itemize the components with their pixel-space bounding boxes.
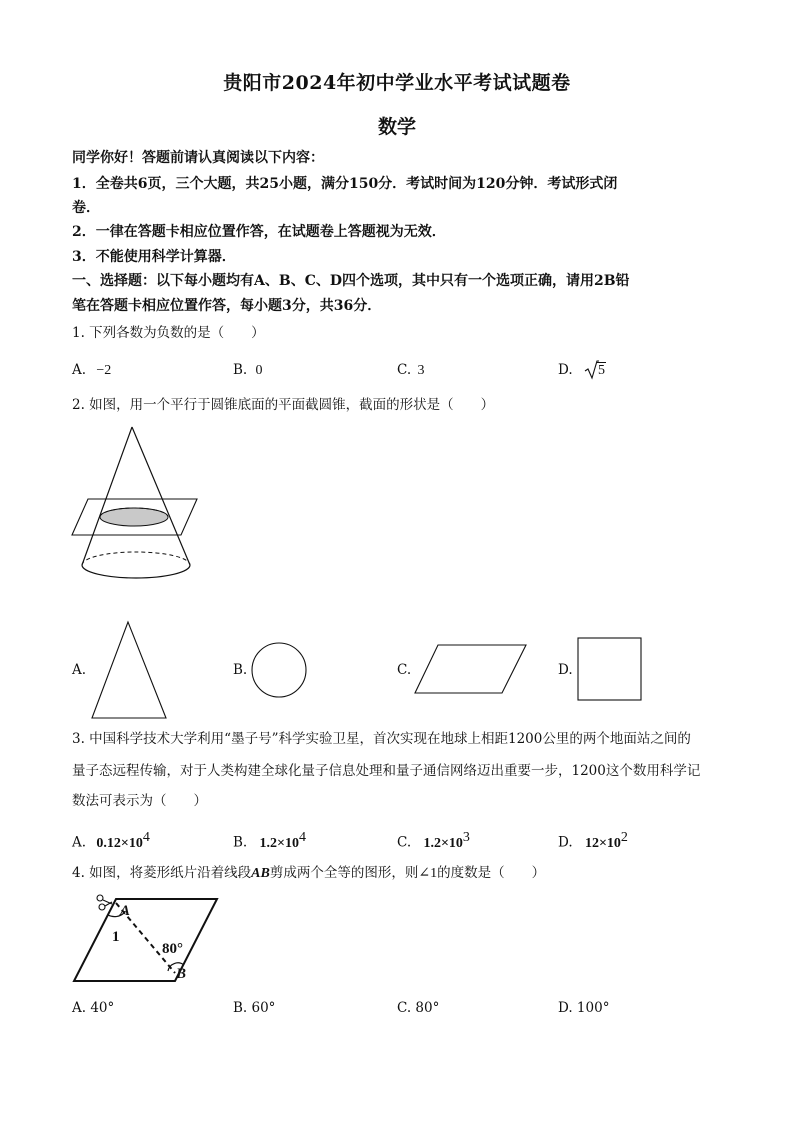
q4-label-b: B	[176, 966, 187, 982]
exam-title: 贵阳市2024年初中学业水平考试试题卷	[223, 72, 571, 94]
q3-stem-line-1: 3. 中国科学技术大学利用“墨子号”科学实验卫星，首次实现在地球上相距1200公里的两个地面站之间的	[72, 731, 691, 747]
q4-stem	[72, 858, 732, 889]
q2-option-d-square	[577, 637, 643, 701]
scissors-icon	[97, 895, 112, 910]
q1-option-a-label: A.	[72, 362, 87, 378]
q3-option-d-exponent: 2	[620, 830, 628, 845]
q2-option-d-label: D.	[558, 662, 573, 678]
q4-option-a: A. 40°	[72, 1000, 115, 1016]
q4-label-angle-80: 80°	[162, 941, 183, 957]
q3-option-b-mantissa: 1.2×10	[259, 835, 299, 851]
q3-option-c-label: C.	[397, 834, 412, 851]
q3-option-a-exponent: 4	[142, 830, 150, 845]
q3-option-d-mantissa: 12×10	[584, 835, 621, 851]
q1-option-d-label: D.	[558, 362, 573, 378]
q1-option-b-label: B.	[233, 362, 248, 378]
q4-option-c: C. 80°	[397, 1000, 440, 1016]
q2-option-c-parallelogram	[414, 644, 529, 696]
q2-stem: 2. 如图，用一个平行于圆锥底面的平面截圆锥，截面的形状是（ ）	[72, 397, 495, 413]
q1-option-d	[558, 362, 606, 379]
q1-option-c-value: 3	[417, 363, 425, 378]
q1-option-c-label: C.	[397, 362, 412, 378]
q1-option-d-value	[585, 363, 606, 378]
sqrt-sign-icon	[585, 361, 599, 379]
q1-option-b-value: 0	[255, 363, 263, 378]
q1-option-a	[72, 362, 111, 379]
q4-label-a: A	[120, 903, 131, 919]
q3-option-c	[397, 830, 470, 852]
notice-item-1-cont: 卷．	[72, 200, 100, 216]
q4-stem-segment: AB	[251, 866, 270, 881]
q4-option-b: B. 60°	[233, 1000, 276, 1016]
section-heading-cont: 笔在答题卡相应位置作答，每小题3分，共36分．	[72, 298, 382, 314]
q3-option-a	[72, 830, 150, 852]
notice-item-3: 3．不能使用科学计算器．	[72, 249, 236, 265]
q3-option-d	[558, 830, 628, 852]
q2-option-c-label: C.	[397, 662, 412, 678]
q3-option-a-label: A.	[72, 834, 87, 851]
notice-item-2: 2．一律在答题卡相应位置作答，在试题卷上答题视为无效．	[72, 224, 446, 240]
q1-option-a-value: −2	[96, 363, 112, 378]
subject-title: 数学	[377, 116, 416, 138]
notice-greeting: 同学你好！答题前请认真阅读以下内容：	[72, 150, 324, 166]
q2-option-a-triangle	[90, 620, 170, 720]
q1-option-c	[397, 362, 424, 379]
q4-option-d: D. 100°	[558, 1000, 610, 1016]
q2-option-b-label: B.	[233, 662, 248, 678]
q3-option-c-mantissa: 1.2×10	[423, 835, 463, 851]
q3-option-d-label: D.	[558, 834, 573, 851]
q4-stem-angle: ∠1	[418, 866, 438, 881]
q3-option-a-mantissa: 0.12×10	[96, 835, 143, 851]
q3-stem-line-2: 量子态远程传输，对于人类构建全球化量子信息处理和量子通信网络迈出重要一步，1200这个数用科学记	[72, 763, 701, 779]
q3-option-b-exponent: 4	[299, 830, 306, 845]
q4-rhombus-figure	[72, 893, 232, 988]
section-heading: 一、选择题：以下每小题均有A、B、C、D四个选项，其中只有一个选项正确，请用2B铅	[72, 273, 630, 289]
q4-stem-pre: 4. 如图，将菱形纸片沿着线段	[72, 865, 252, 881]
q2-option-a-label: A.	[72, 662, 87, 678]
notice-item-1: 1．全卷共6页，三个大题，共25小题，满分150分．考试时间为120分钟．考试形式闭	[72, 176, 618, 192]
q3-stem-line-3: 数法可表示为（ ）	[72, 793, 207, 809]
q1-option-b	[233, 362, 263, 379]
q4-stem-mid: 剪成两个全等的图形，则	[269, 865, 419, 881]
q4-label-angle-1: 1	[112, 929, 120, 945]
q2-option-b-circle	[250, 641, 310, 701]
q3-option-c-exponent: 3	[462, 830, 470, 845]
q1-stem: 1. 下列各数为负数的是（ ）	[72, 325, 265, 341]
q3-option-b-label: B.	[233, 834, 248, 851]
q4-stem-post: 的度数是（ ）	[437, 865, 546, 881]
q3-option-b	[233, 830, 306, 852]
q2-cone-figure	[70, 425, 270, 585]
q1-option-d-radicand: 5	[597, 363, 605, 378]
